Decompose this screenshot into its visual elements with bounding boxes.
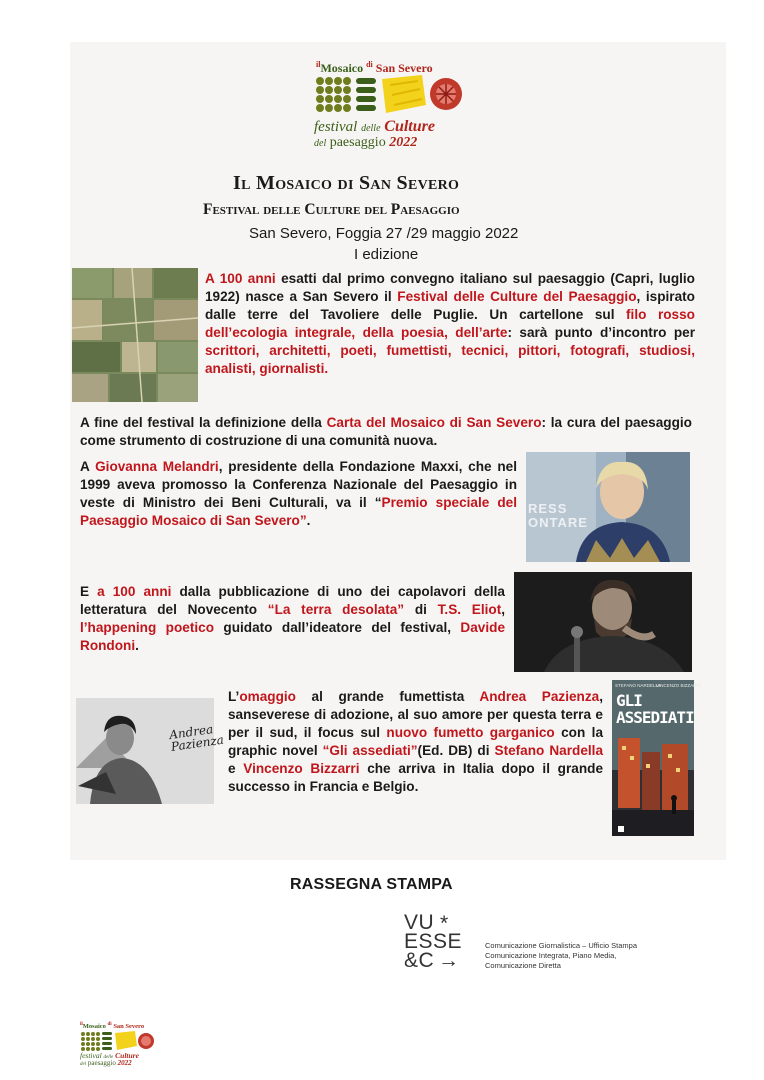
handwritten-signature: Andrea Pazienza [168,722,225,754]
text-span: che arriva in Italia dopo il grande successo in Francia e Belgio. [228,761,603,794]
text-span: di [404,602,438,617]
pazienza-photo [76,698,225,804]
text-span: , ispirato dalle terre del Tavoliere delle Puglie. Un cartellone sul [205,289,695,322]
melandri-photo [526,452,690,562]
text-span: . [306,513,311,528]
text-span: , presidente della Fondazione Maxxi, che nel 1999 aveva promosso la Conferenza Nazionale del Paesaggio in veste di Ministro dei Beni Culturali, va il “ [80,459,517,510]
book-title: GLI ASSEDIATI [616,691,694,727]
highlight: Giovanna Melandri [95,459,219,474]
text-span: . [135,638,139,653]
text-span: , sanseverese di adozione, al suo amore per questa terra e per il sud, il focus sul [228,689,603,740]
highlight: filo rosso dell’ecologia integrale, della poesia, dell’arte [205,307,695,340]
location-date: San Severo, Foggia 27 /29 maggio 2022 [249,225,519,242]
mosaic-emblem-icon [314,75,466,115]
text-span: : sarà punto d’incontro per [507,325,695,340]
agency-line: Comunicazione Giornalistica – Ufficio Stampa [485,941,638,950]
mosaic-emblem-small-icon [80,1031,156,1051]
rassegna-stampa-label: RASSEGNA STAMPA [290,876,453,893]
highlight: nuovo fumetto garganico [386,725,555,740]
highlight: Carta del Mosaico di San Severo [326,415,542,430]
arrow-right-icon: → [438,949,460,972]
highlight: omaggio [239,689,296,704]
page-title: Il Mosaico di San Severo [233,172,460,194]
intro-paragraph [205,270,695,378]
text-span: esatti dal primo convegno italiano sul paesaggio (Capri, luglio 1922) nasce a San Severo il [205,271,695,304]
highlight: Premio speciale del Paesaggio Mosaico di San Severo” [80,495,517,528]
logo-paesaggio-line: del paesaggio 2022 [314,135,418,150]
highlight: Stefano Nardella [494,743,604,758]
highlight: Andrea Pazienza [479,689,600,704]
text-span: A [80,459,96,474]
agency-line: Comunicazione Integrata, Piano Media, [485,951,617,960]
logo-festival-line-small: festival delle Culture [80,1051,139,1060]
page-subtitle: Festival delle Culture del Paesaggio [203,201,460,218]
aerial-fields-photo [72,268,198,402]
highlight: “La terra desolata” [267,602,405,617]
highlight: scrittori, architetti, poeti, fumettisti, tecnici, pittori, fotografi, studiosi, analisti, giornalisti. [205,343,695,376]
highlight: l’happening poetico [80,620,215,635]
carta-paragraph [80,414,692,450]
text-span: E [80,584,98,599]
highlight: T.S. Eliot [437,602,502,617]
esse-text: ESSE [404,930,463,953]
eliot-paragraph [80,583,505,655]
vuesse-logo [404,913,470,971]
book-author-right: VINCENZO BIZZARRI [656,683,702,688]
pazienza-paragraph [228,688,603,796]
highlight: Davide Rondoni [80,620,505,653]
edition: I edizione [354,246,419,263]
text-span: e [228,761,244,776]
text-span: dalla pubblicazione di uno dei capolavori della letteratura del Novecento [80,584,505,617]
rondoni-photo [514,572,692,672]
text-span: : la cura del paesaggio come strumento di costruzione di una comunità nuova. [80,415,692,448]
logo-festival-line: festival delle Culture [314,118,435,135]
festival-logo-small [78,1022,158,1066]
highlight: Festival delle Culture del Paesaggio [397,289,637,304]
ec-text: &C [404,949,435,972]
star-icon: * [440,912,449,935]
festival-logo [310,60,480,152]
text-span: L’ [228,689,240,704]
book-author-left: STEFANO NARDELLA [615,683,662,688]
vu-text: VU [404,911,435,934]
agency-description [485,941,637,971]
melandri-paragraph [80,458,517,530]
highlight: Vincenzo Bizzarri [243,761,360,776]
text-span: A fine del festival la definizione della [80,415,327,430]
photo-background-text: RESS ONTARE [528,501,588,530]
text-span: al grande fumettista [295,689,480,704]
highlight: a 100 anni [97,584,172,599]
agency-line: Comunicazione Diretta [485,961,561,970]
gli-assediati-book-cover [612,680,702,836]
logo-title: $^{il}$Mosaico $^{di}$ San Severo [316,60,433,75]
highlight: “Gli assediati” [322,743,418,758]
logo-paesaggio-line-small: del paesaggio 2022 [80,1059,132,1067]
text-span: , [501,602,505,617]
text-span: con la graphic novel [228,725,604,758]
text-span: (Ed. DB) di [417,743,495,758]
highlight: A 100 anni [205,271,276,286]
text-span: guidato dall’ideatore del festival, [214,620,461,635]
logo-title-small: $^{il}$Mosaico $^{di}$ San Severo [80,1022,145,1031]
